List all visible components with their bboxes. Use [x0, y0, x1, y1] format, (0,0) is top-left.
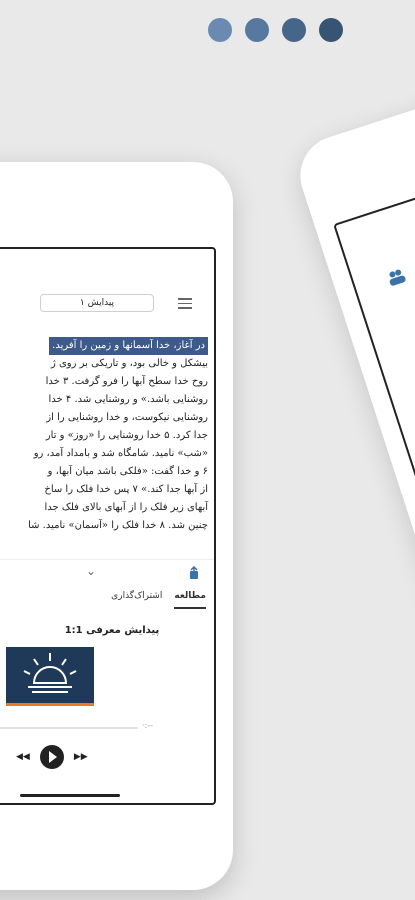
- verse-line: از آبها جدا کند.» ۷ پس خدا فلک را ساخ: [44, 484, 208, 495]
- study-tabs: [46, 591, 206, 609]
- fast-forward-icon[interactable]: ▶▶: [73, 752, 88, 762]
- panel-handle: [0, 559, 214, 588]
- video-title: پیدایش معرفی 1:1: [64, 625, 160, 636]
- people-icon[interactable]: [384, 265, 409, 290]
- verse-line: «شب» نامید. شامگاه شد و بامداد آمد، رو: [33, 448, 208, 459]
- verse-line: جدا کرد. ۵ خدا روشنایی را «روز» و تار: [45, 430, 208, 441]
- chevron-down-icon[interactable]: ⌄: [86, 564, 97, 578]
- reader-screen: [0, 247, 216, 805]
- pagination-dot[interactable]: [245, 18, 269, 42]
- right-phone: [290, 51, 415, 740]
- right-phone-screen: [333, 137, 415, 657]
- bible-text: [0, 337, 212, 557]
- verse-line: چنین شد. ۸ خدا فلک را «آسمان» نامید. شا: [28, 520, 208, 531]
- left-phone: [0, 162, 233, 890]
- play-button[interactable]: [40, 745, 64, 769]
- player-controls: [16, 745, 88, 769]
- sunrise-icon: [6, 647, 94, 703]
- pagination-dot[interactable]: [319, 18, 343, 42]
- verse-line: روشنایی باشد.» و روشنایی شد. ۴ خدا: [48, 394, 208, 405]
- verse-line: بیشکل و خالی بود، و تاریکی بر روی ژ: [50, 358, 208, 369]
- verse-line: ۶ و خدا گفت: «فلکی باشد میان آبها، و: [47, 466, 208, 477]
- audio-progress-bar[interactable]: [0, 727, 138, 729]
- menu-icon[interactable]: [178, 298, 192, 308]
- home-indicator: [20, 794, 120, 797]
- pagination-dot[interactable]: [208, 18, 232, 42]
- pagination-dot[interactable]: [282, 18, 306, 42]
- tab-share[interactable]: اشتراک‌گذاری: [111, 591, 163, 601]
- verse-line: آبهای زیر فلک را از آبهای بالای فلک جدا: [44, 502, 208, 513]
- rewind-icon[interactable]: ◀◀: [16, 752, 30, 762]
- tab-study[interactable]: مطالعه: [174, 591, 206, 609]
- verse-line: روح خدا سطح آبها را فرو گرفت. ۳ خدا: [45, 376, 208, 387]
- progress-time: ·:--: [142, 721, 154, 730]
- pagination-dots: [208, 18, 343, 42]
- highlighted-verse[interactable]: در آغاز، خدا آسمانها و زمین را آفرید.: [49, 337, 208, 355]
- chapter-selector[interactable]: پیدایش ۱: [40, 294, 154, 312]
- verse-line: روشنایی نیکوست، و خدا روشنایی را از: [46, 412, 208, 423]
- share-icon[interactable]: [188, 566, 200, 580]
- video-thumbnail[interactable]: [6, 647, 94, 706]
